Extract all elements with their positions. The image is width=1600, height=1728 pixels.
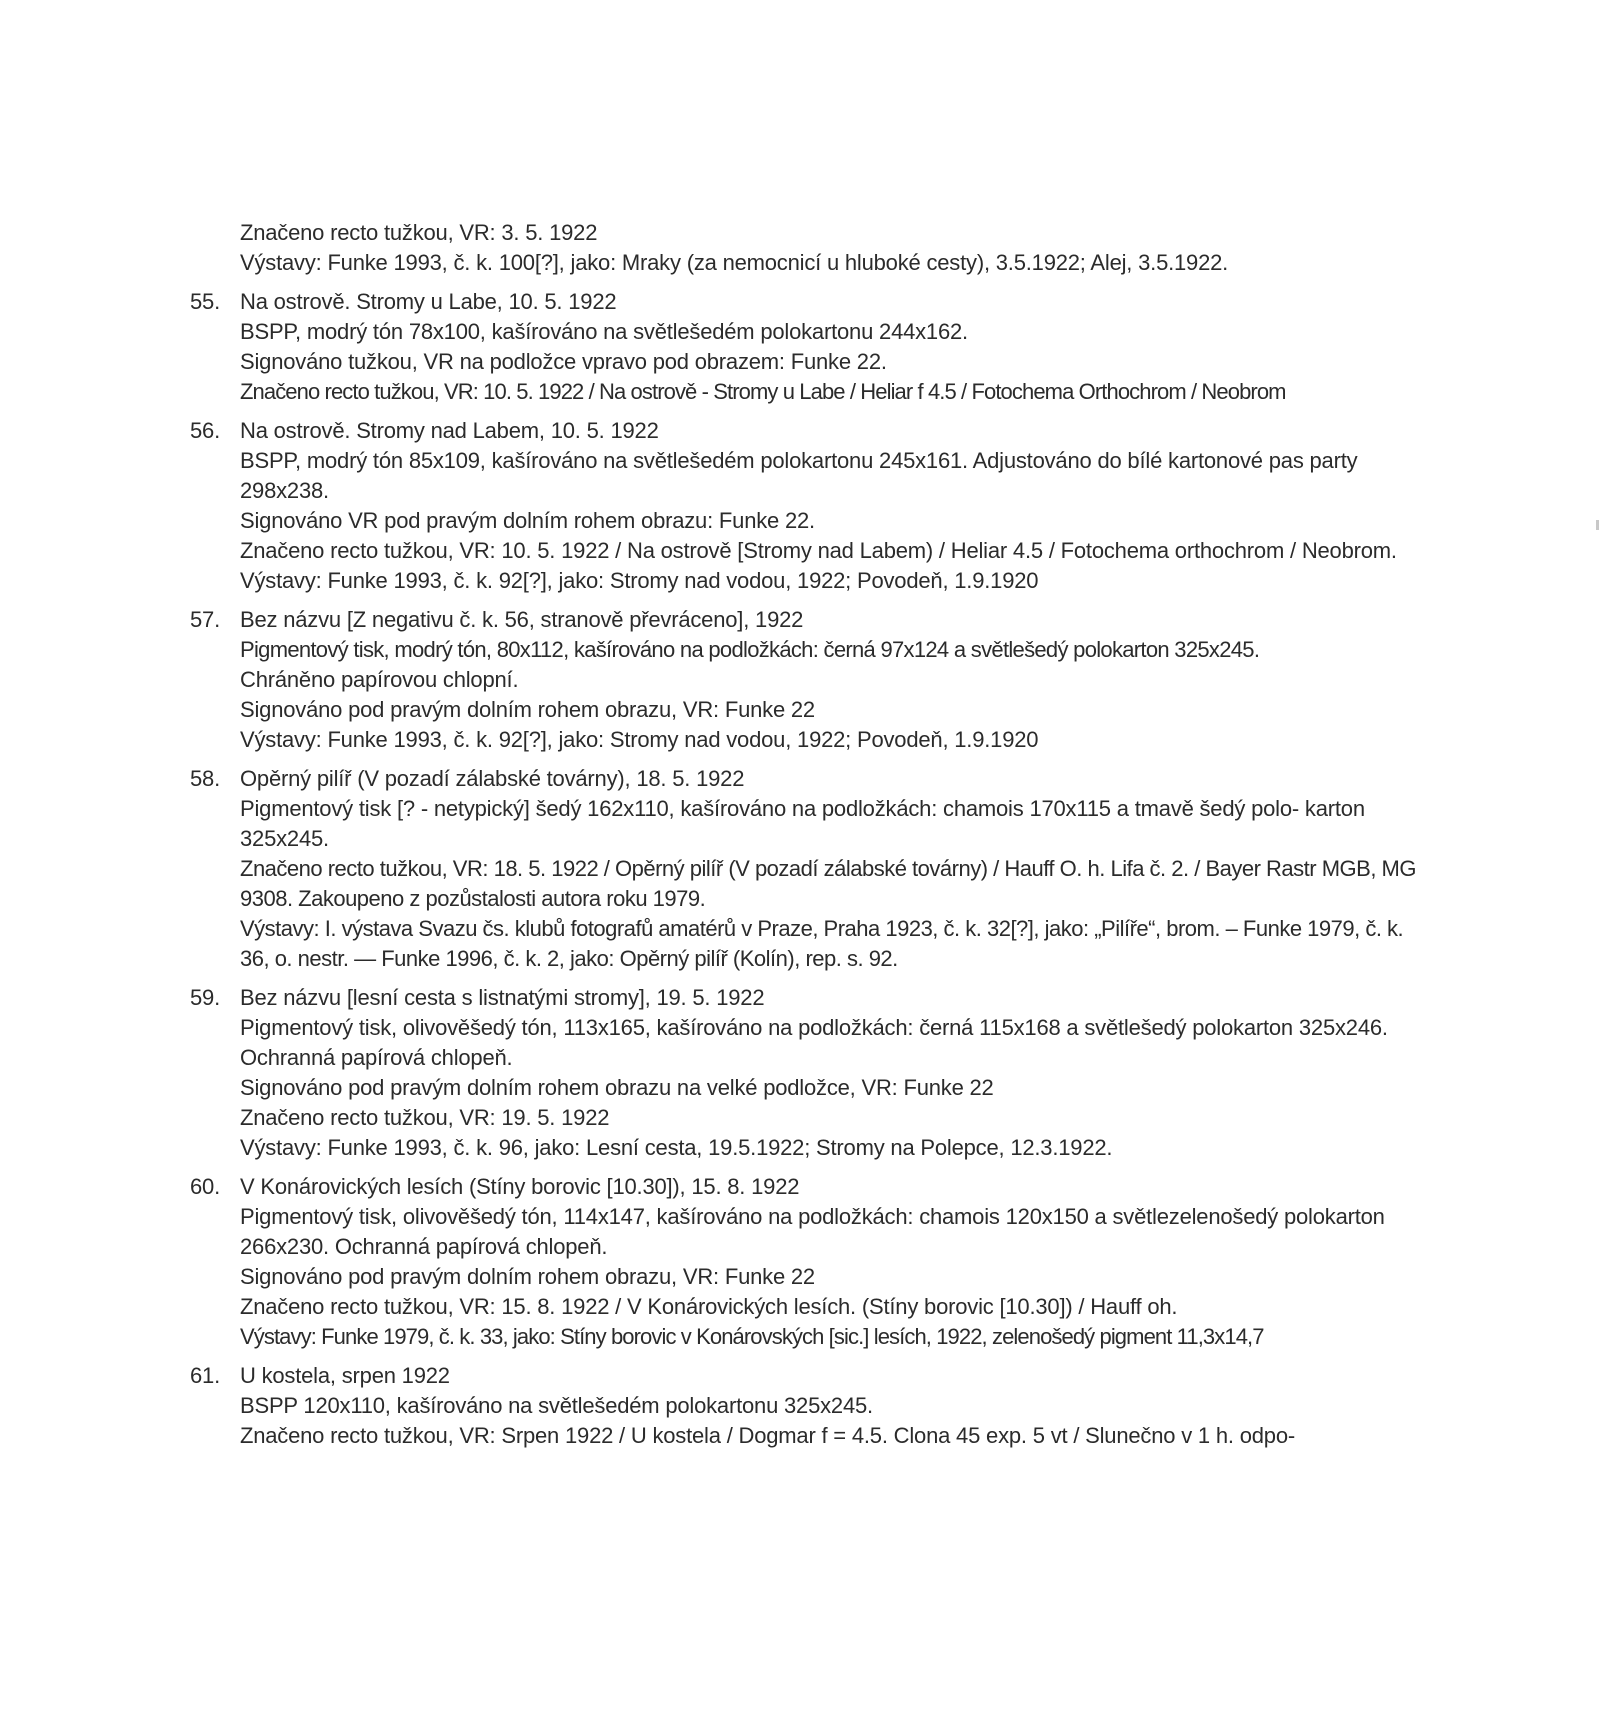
entry-line: Značeno recto tužkou, VR: 15. 8. 1922 / V Konárovických lesích. (Stíny borovic [10.30]) / Hauff oh. [240, 1294, 1178, 1319]
entry-line: Signováno pod pravým dolním rohem obrazu na velké podložce, VR: Funke 22 [240, 1075, 994, 1100]
entry-number: 61. [190, 1363, 220, 1388]
preamble-continuation [240, 218, 1430, 278]
entry-number: 56. [190, 418, 220, 443]
entry-line: Značeno recto tužkou, VR: 18. 5. 1922 / Opěrný pilíř (V pozadí zálabské továrny) / Hauff O. h. Lifa č. 2. / Bayer Rastr MGB, MG 9308. Zakoupeno z pozůstalosti autora roku 1979. [240, 856, 1416, 911]
entry-line: BSPP, modrý tón 78x100, kašírováno na světlešedém polokartonu 244x162. [240, 319, 968, 344]
catalogue-entry-57 [190, 605, 1430, 755]
entry-number: 57. [190, 607, 220, 632]
entry-title: V Konárovických lesích (Stíny borovic [10.30]), 15. 8. 1922 [240, 1174, 800, 1199]
entry-title: Na ostrově. Stromy nad Labem, 10. 5. 1922 [240, 418, 659, 443]
catalogue-entry-58 [190, 764, 1430, 974]
entry-number: 60. [190, 1174, 220, 1199]
entry-number: 58. [190, 766, 220, 791]
entry-title: Bez názvu [Z negativu č. k. 56, stranově převráceno], 1922 [240, 607, 804, 632]
catalogue-text-block [190, 218, 1430, 1460]
catalogue-entry-55 [190, 287, 1430, 407]
entry-line: Signováno pod pravým dolním rohem obrazu, VR: Funke 22 [240, 697, 815, 722]
preamble-line: Výstavy: Funke 1993, č. k. 100[?], jako: Mraky (za nemocnicí u hluboké cesty), 3.5.1922; Alej, 3.5.1922. [240, 250, 1229, 275]
entry-line: Značeno recto tužkou, VR: 19. 5. 1922 [240, 1105, 610, 1130]
entry-line: BSPP, modrý tón 85x109, kašírováno na světlešedém polokartonu 245x161. Adjustováno do bílé kartonové pas party 298x238. [240, 448, 1358, 503]
entry-line: Značeno recto tužkou, VR: 10. 5. 1922 / Na ostrově - Stromy u Labe / Heliar f 4.5 / Fotochema Orthochrom / Neobrom [240, 379, 1286, 404]
entry-line: Značeno recto tužkou, VR: 10. 5. 1922 / Na ostrově [Stromy nad Labem) / Heliar 4.5 / Fotochema orthochrom / Neobrom. [240, 538, 1397, 563]
catalogue-entry-61 [190, 1361, 1430, 1451]
entry-line: Pigmentový tisk, modrý tón, 80x112, kašírováno na podložkách: černá 97x124 a světlešedý polokarton 325x245. [240, 637, 1260, 662]
catalogue-entry-60 [190, 1172, 1430, 1352]
entry-title: Bez názvu [lesní cesta s listnatými stromy], 19. 5. 1922 [240, 985, 765, 1010]
entry-line: Pigmentový tisk [? - netypický] šedý 162x110, kašírováno na podložkách: chamois 170x115 a tmavě šedý polo- karton 325x245. [240, 796, 1365, 851]
entry-title: U kostela, srpen 1922 [240, 1363, 450, 1388]
entry-line: Signováno VR pod pravým dolním rohem obrazu: Funke 22. [240, 508, 815, 533]
catalogue-entry-56 [190, 416, 1430, 596]
entry-title: Na ostrově. Stromy u Labe, 10. 5. 1922 [240, 289, 617, 314]
entry-line: Signováno pod pravým dolním rohem obrazu, VR: Funke 22 [240, 1264, 815, 1289]
entry-line: Signováno tužkou, VR na podložce vpravo pod obrazem: Funke 22. [240, 349, 887, 374]
entry-line: Chráněno papírovou chlopní. [240, 667, 519, 692]
entry-line: Výstavy: I. výstava Svazu čs. klubů fotografů amatérů v Praze, Praha 1923, č. k. 32[?], jako: „Pilíře“, brom. – Funke 1979, č. k. 36, o. nestr. — Funke 1996, č. k. 2, jako: Opěrný pilíř (Kolín), rep. s. 92. [240, 916, 1404, 971]
scan-edge-mark [1596, 520, 1599, 530]
entry-line: Výstavy: Funke 1979, č. k. 33, jako: Stíny borovic v Konárovských [sic.] lesích, 1922, zelenošedý pigment 11,3x14,7 [240, 1324, 1264, 1349]
entry-title: Opěrný pilíř (V pozadí zálabské továrny), 18. 5. 1922 [240, 766, 745, 791]
entry-line: Pigmentový tisk, olivověšedý tón, 113x165, kašírováno na podložkách: černá 115x168 a světlešedý polokarton 325x246. Ochranná papírová chlopeň. [240, 1015, 1388, 1070]
catalogue-entry-59 [190, 983, 1430, 1163]
entry-line: Výstavy: Funke 1993, č. k. 96, jako: Lesní cesta, 19.5.1922; Stromy na Polepce, 12.3.1922. [240, 1135, 1113, 1160]
entry-line: Pigmentový tisk, olivověšedý tón, 114x147, kašírováno na podložkách: chamois 120x150 a světlezelenošedý polokarton 266x230. Ochranná papírová chlopeň. [240, 1204, 1385, 1259]
entry-number: 55. [190, 289, 220, 314]
entry-line: Výstavy: Funke 1993, č. k. 92[?], jako: Stromy nad vodou, 1922; Povodeň, 1.9.1920 [240, 727, 1039, 752]
entry-line: BSPP 120x110, kašírováno na světlešedém polokartonu 325x245. [240, 1393, 873, 1418]
entry-number: 59. [190, 985, 220, 1010]
preamble-line: Značeno recto tužkou, VR: 3. 5. 1922 [240, 220, 598, 245]
entry-line: Výstavy: Funke 1993, č. k. 92[?], jako: Stromy nad vodou, 1922; Povodeň, 1.9.1920 [240, 568, 1039, 593]
entry-line: Značeno recto tužkou, VR: Srpen 1922 / U kostela / Dogmar f = 4.5. Clona 45 exp. 5 vt / Slunečno v 1 h. odpo- [240, 1423, 1295, 1448]
